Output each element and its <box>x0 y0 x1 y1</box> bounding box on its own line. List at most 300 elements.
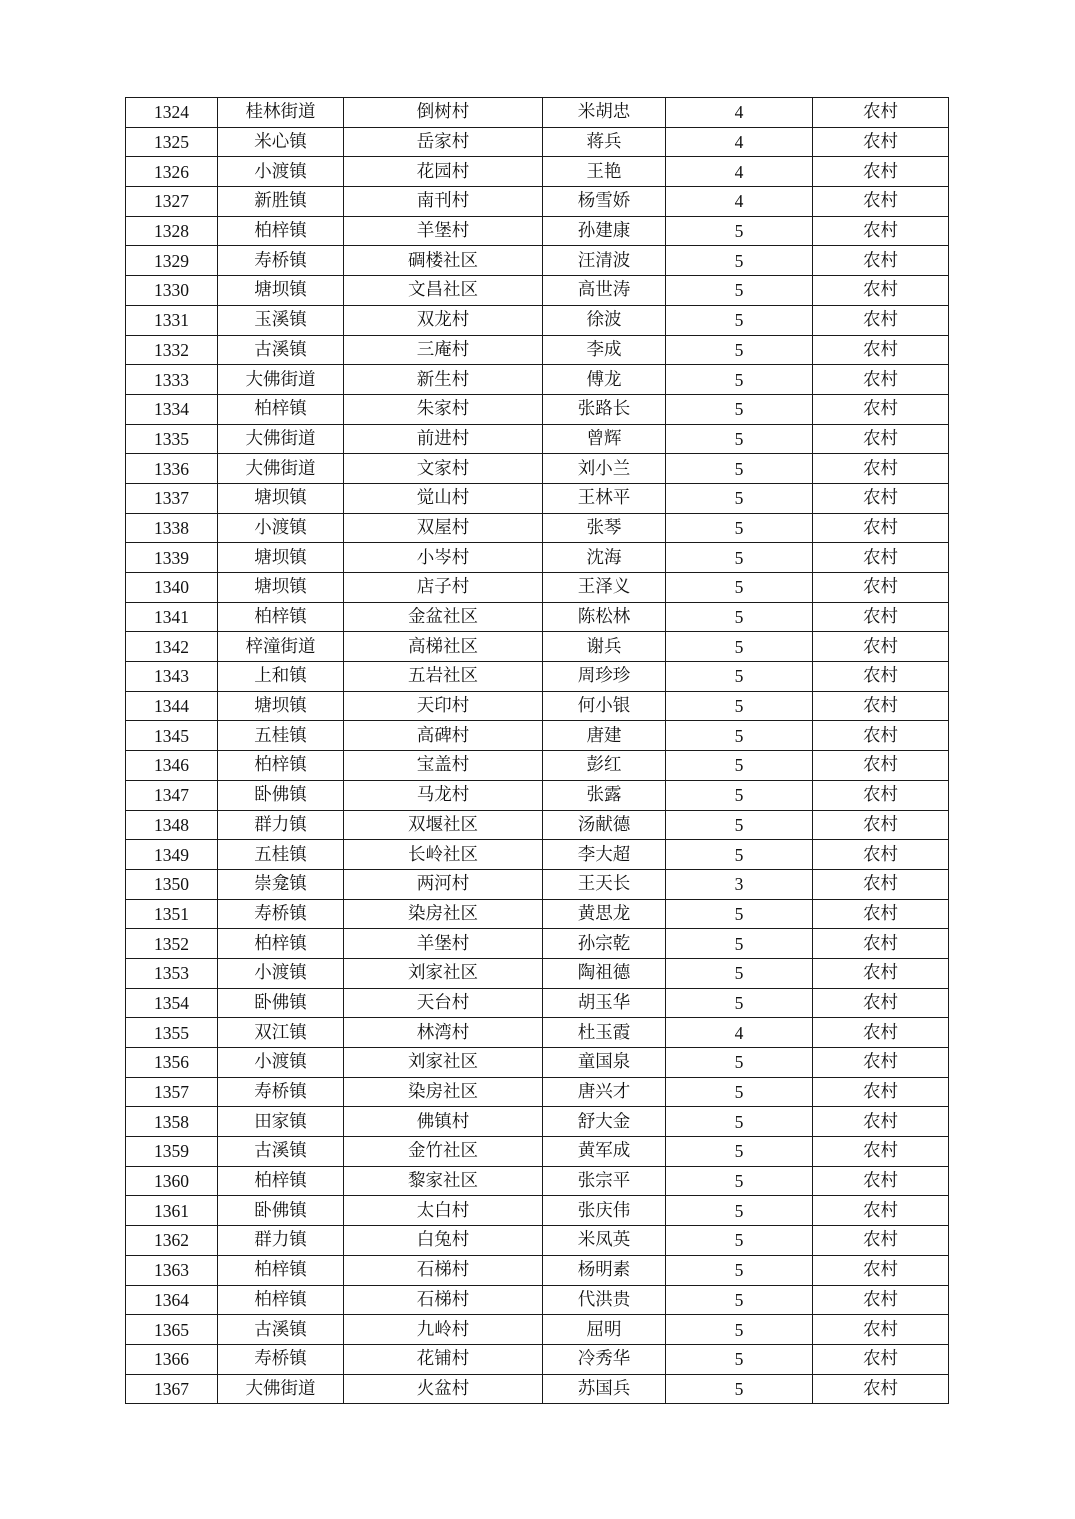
count-cell: 5 <box>666 543 813 573</box>
table-row <box>126 98 949 128</box>
village-cell: 花园村 <box>344 157 543 187</box>
row-number-cell: 1355 <box>126 1018 218 1048</box>
person-name-cell: 谢兵 <box>543 632 666 662</box>
type-cell: 农村 <box>813 365 949 395</box>
table-row <box>126 1285 949 1315</box>
village-cell: 三庵村 <box>344 335 543 365</box>
type-cell: 农村 <box>813 958 949 988</box>
table-row <box>126 691 949 721</box>
table-row <box>126 394 949 424</box>
type-cell: 农村 <box>813 602 949 632</box>
village-cell: 染房社区 <box>344 899 543 929</box>
village-cell: 石梯村 <box>344 1285 543 1315</box>
person-name-cell: 曾辉 <box>543 424 666 454</box>
town-cell: 小渡镇 <box>218 1048 344 1078</box>
village-cell: 前进村 <box>344 424 543 454</box>
row-number-cell: 1357 <box>126 1077 218 1107</box>
town-cell: 大佛街道 <box>218 424 344 454</box>
person-name-cell: 杨雪娇 <box>543 187 666 217</box>
table-row <box>126 958 949 988</box>
type-cell: 农村 <box>813 1107 949 1137</box>
table-row <box>126 157 949 187</box>
person-name-cell: 张露 <box>543 780 666 810</box>
type-cell: 农村 <box>813 305 949 335</box>
row-number-cell: 1362 <box>126 1226 218 1256</box>
table-row <box>126 216 949 246</box>
count-cell: 5 <box>666 1344 813 1374</box>
person-name-cell: 屈明 <box>543 1315 666 1345</box>
row-number-cell: 1356 <box>126 1048 218 1078</box>
table-row <box>126 573 949 603</box>
person-name-cell: 童国泉 <box>543 1048 666 1078</box>
table-row <box>126 543 949 573</box>
town-cell: 寿桥镇 <box>218 899 344 929</box>
type-cell: 农村 <box>813 543 949 573</box>
person-name-cell: 汤献德 <box>543 810 666 840</box>
village-cell: 觉山村 <box>344 483 543 513</box>
town-cell: 古溪镇 <box>218 1315 344 1345</box>
town-cell: 寿桥镇 <box>218 1344 344 1374</box>
village-cell: 染房社区 <box>344 1077 543 1107</box>
town-cell: 大佛街道 <box>218 1374 344 1404</box>
count-cell: 4 <box>666 157 813 187</box>
row-number-cell: 1345 <box>126 721 218 751</box>
count-cell: 4 <box>666 187 813 217</box>
row-number-cell: 1344 <box>126 691 218 721</box>
row-number-cell: 1340 <box>126 573 218 603</box>
count-cell: 5 <box>666 810 813 840</box>
village-cell: 刘家社区 <box>344 1048 543 1078</box>
person-name-cell: 王泽义 <box>543 573 666 603</box>
town-cell: 塘坝镇 <box>218 276 344 306</box>
row-number-cell: 1351 <box>126 899 218 929</box>
village-cell: 小岑村 <box>344 543 543 573</box>
village-cell: 店子村 <box>344 573 543 603</box>
person-name-cell: 王艳 <box>543 157 666 187</box>
row-number-cell: 1346 <box>126 751 218 781</box>
type-cell: 农村 <box>813 276 949 306</box>
village-cell: 长岭社区 <box>344 840 543 870</box>
table-row <box>126 305 949 335</box>
count-cell: 5 <box>666 751 813 781</box>
person-name-cell: 张宗平 <box>543 1166 666 1196</box>
row-number-cell: 1353 <box>126 958 218 988</box>
village-cell: 九岭村 <box>344 1315 543 1345</box>
type-cell: 农村 <box>813 1077 949 1107</box>
village-cell: 碉楼社区 <box>344 246 543 276</box>
count-cell: 5 <box>666 602 813 632</box>
table-row <box>126 1107 949 1137</box>
person-name-cell: 唐兴才 <box>543 1077 666 1107</box>
count-cell: 5 <box>666 632 813 662</box>
type-cell: 农村 <box>813 899 949 929</box>
row-number-cell: 1363 <box>126 1255 218 1285</box>
town-cell: 双江镇 <box>218 1018 344 1048</box>
row-number-cell: 1337 <box>126 483 218 513</box>
person-name-cell: 何小银 <box>543 691 666 721</box>
village-cell: 石梯村 <box>344 1255 543 1285</box>
person-name-cell: 苏国兵 <box>543 1374 666 1404</box>
row-number-cell: 1360 <box>126 1166 218 1196</box>
village-cell: 花铺村 <box>344 1344 543 1374</box>
count-cell: 5 <box>666 305 813 335</box>
type-cell: 农村 <box>813 662 949 692</box>
type-cell: 农村 <box>813 1196 949 1226</box>
row-number-cell: 1325 <box>126 127 218 157</box>
type-cell: 农村 <box>813 691 949 721</box>
count-cell: 5 <box>666 335 813 365</box>
town-cell: 五桂镇 <box>218 840 344 870</box>
count-cell: 5 <box>666 721 813 751</box>
village-cell: 佛镇村 <box>344 1107 543 1137</box>
count-cell: 5 <box>666 1374 813 1404</box>
table-row <box>126 335 949 365</box>
town-cell: 寿桥镇 <box>218 246 344 276</box>
count-cell: 5 <box>666 662 813 692</box>
town-cell: 古溪镇 <box>218 1137 344 1167</box>
row-number-cell: 1333 <box>126 365 218 395</box>
person-name-cell: 代洪贵 <box>543 1285 666 1315</box>
town-cell: 卧佛镇 <box>218 988 344 1018</box>
count-cell: 5 <box>666 276 813 306</box>
count-cell: 5 <box>666 1048 813 1078</box>
person-name-cell: 陶祖德 <box>543 958 666 988</box>
count-cell: 5 <box>666 483 813 513</box>
person-name-cell: 陈松林 <box>543 602 666 632</box>
count-cell: 5 <box>666 691 813 721</box>
town-cell: 小渡镇 <box>218 157 344 187</box>
type-cell: 农村 <box>813 513 949 543</box>
village-cell: 文昌社区 <box>344 276 543 306</box>
village-cell: 宝盖村 <box>344 751 543 781</box>
town-cell: 五桂镇 <box>218 721 344 751</box>
type-cell: 农村 <box>813 394 949 424</box>
count-cell: 5 <box>666 1107 813 1137</box>
count-cell: 5 <box>666 573 813 603</box>
count-cell: 5 <box>666 840 813 870</box>
type-cell: 农村 <box>813 483 949 513</box>
person-name-cell: 舒大金 <box>543 1107 666 1137</box>
type-cell: 农村 <box>813 98 949 128</box>
town-cell: 柏梓镇 <box>218 1285 344 1315</box>
table-row <box>126 1196 949 1226</box>
type-cell: 农村 <box>813 632 949 662</box>
table-row <box>126 246 949 276</box>
type-cell: 农村 <box>813 157 949 187</box>
count-cell: 5 <box>666 1285 813 1315</box>
village-cell: 白兔村 <box>344 1226 543 1256</box>
table-row <box>126 1315 949 1345</box>
type-cell: 农村 <box>813 1137 949 1167</box>
row-number-cell: 1349 <box>126 840 218 870</box>
table-row <box>126 780 949 810</box>
type-cell: 农村 <box>813 1166 949 1196</box>
type-cell: 农村 <box>813 454 949 484</box>
type-cell: 农村 <box>813 1315 949 1345</box>
row-number-cell: 1364 <box>126 1285 218 1315</box>
town-cell: 柏梓镇 <box>218 1255 344 1285</box>
row-number-cell: 1343 <box>126 662 218 692</box>
village-cell: 林湾村 <box>344 1018 543 1048</box>
row-number-cell: 1338 <box>126 513 218 543</box>
person-name-cell: 徐波 <box>543 305 666 335</box>
table-row <box>126 810 949 840</box>
table-row <box>126 632 949 662</box>
person-name-cell: 傅龙 <box>543 365 666 395</box>
town-cell: 塘坝镇 <box>218 573 344 603</box>
village-cell: 双屋村 <box>344 513 543 543</box>
person-name-cell: 张庆伟 <box>543 1196 666 1226</box>
row-number-cell: 1331 <box>126 305 218 335</box>
type-cell: 农村 <box>813 751 949 781</box>
town-cell: 崇龛镇 <box>218 869 344 899</box>
town-cell: 玉溪镇 <box>218 305 344 335</box>
type-cell: 农村 <box>813 988 949 1018</box>
village-cell: 高梯社区 <box>344 632 543 662</box>
town-cell: 塘坝镇 <box>218 691 344 721</box>
table-row <box>126 899 949 929</box>
village-cell: 高碑村 <box>344 721 543 751</box>
row-number-cell: 1354 <box>126 988 218 1018</box>
person-name-cell: 高世涛 <box>543 276 666 306</box>
person-name-cell: 蒋兵 <box>543 127 666 157</box>
village-cell: 黎家社区 <box>344 1166 543 1196</box>
records-table <box>125 97 949 1404</box>
village-cell: 火盆村 <box>344 1374 543 1404</box>
town-cell: 柏梓镇 <box>218 394 344 424</box>
type-cell: 农村 <box>813 929 949 959</box>
row-number-cell: 1327 <box>126 187 218 217</box>
table-row <box>126 1255 949 1285</box>
row-number-cell: 1334 <box>126 394 218 424</box>
type-cell: 农村 <box>813 810 949 840</box>
village-cell: 金盆社区 <box>344 602 543 632</box>
type-cell: 农村 <box>813 1018 949 1048</box>
table-row <box>126 1018 949 1048</box>
person-name-cell: 彭红 <box>543 751 666 781</box>
town-cell: 柏梓镇 <box>218 929 344 959</box>
row-number-cell: 1352 <box>126 929 218 959</box>
count-cell: 4 <box>666 1018 813 1048</box>
person-name-cell: 杜玉霞 <box>543 1018 666 1048</box>
village-cell: 五岩社区 <box>344 662 543 692</box>
town-cell: 柏梓镇 <box>218 602 344 632</box>
village-cell: 朱家村 <box>344 394 543 424</box>
town-cell: 塘坝镇 <box>218 483 344 513</box>
count-cell: 5 <box>666 394 813 424</box>
row-number-cell: 1342 <box>126 632 218 662</box>
town-cell: 柏梓镇 <box>218 751 344 781</box>
row-number-cell: 1326 <box>126 157 218 187</box>
count-cell: 5 <box>666 1166 813 1196</box>
table-row <box>126 1166 949 1196</box>
person-name-cell: 黄军成 <box>543 1137 666 1167</box>
village-cell: 新生村 <box>344 365 543 395</box>
village-cell: 岳家村 <box>344 127 543 157</box>
type-cell: 农村 <box>813 721 949 751</box>
records-table-body <box>126 98 949 1404</box>
village-cell: 文家村 <box>344 454 543 484</box>
person-name-cell: 刘小兰 <box>543 454 666 484</box>
type-cell: 农村 <box>813 187 949 217</box>
type-cell: 农村 <box>813 1048 949 1078</box>
town-cell: 群力镇 <box>218 1226 344 1256</box>
type-cell: 农村 <box>813 1255 949 1285</box>
town-cell: 古溪镇 <box>218 335 344 365</box>
count-cell: 5 <box>666 988 813 1018</box>
person-name-cell: 王林平 <box>543 483 666 513</box>
table-row <box>126 602 949 632</box>
table-row <box>126 929 949 959</box>
table-row <box>126 662 949 692</box>
count-cell: 5 <box>666 958 813 988</box>
town-cell: 寿桥镇 <box>218 1077 344 1107</box>
row-number-cell: 1332 <box>126 335 218 365</box>
count-cell: 5 <box>666 1077 813 1107</box>
table-row <box>126 869 949 899</box>
village-cell: 金竹社区 <box>344 1137 543 1167</box>
type-cell: 农村 <box>813 840 949 870</box>
table-row <box>126 840 949 870</box>
type-cell: 农村 <box>813 424 949 454</box>
town-cell: 米心镇 <box>218 127 344 157</box>
count-cell: 5 <box>666 216 813 246</box>
type-cell: 农村 <box>813 335 949 365</box>
type-cell: 农村 <box>813 780 949 810</box>
row-number-cell: 1341 <box>126 602 218 632</box>
table-row <box>126 483 949 513</box>
person-name-cell: 黄思龙 <box>543 899 666 929</box>
type-cell: 农村 <box>813 1344 949 1374</box>
row-number-cell: 1328 <box>126 216 218 246</box>
table-row <box>126 1077 949 1107</box>
type-cell: 农村 <box>813 1374 949 1404</box>
count-cell: 5 <box>666 365 813 395</box>
village-cell: 倒树村 <box>344 98 543 128</box>
person-name-cell: 汪清波 <box>543 246 666 276</box>
person-name-cell: 杨明素 <box>543 1255 666 1285</box>
town-cell: 小渡镇 <box>218 958 344 988</box>
table-row <box>126 127 949 157</box>
village-cell: 天台村 <box>344 988 543 1018</box>
person-name-cell: 孙建康 <box>543 216 666 246</box>
row-number-cell: 1329 <box>126 246 218 276</box>
town-cell: 柏梓镇 <box>218 216 344 246</box>
count-cell: 5 <box>666 1196 813 1226</box>
table-row <box>126 1226 949 1256</box>
person-name-cell: 胡玉华 <box>543 988 666 1018</box>
count-cell: 5 <box>666 1226 813 1256</box>
count-cell: 4 <box>666 127 813 157</box>
type-cell: 农村 <box>813 127 949 157</box>
person-name-cell: 孙宗乾 <box>543 929 666 959</box>
person-name-cell: 李大超 <box>543 840 666 870</box>
count-cell: 5 <box>666 513 813 543</box>
person-name-cell: 米胡忠 <box>543 98 666 128</box>
count-cell: 5 <box>666 1255 813 1285</box>
village-cell: 双堰社区 <box>344 810 543 840</box>
table-row <box>126 513 949 543</box>
village-cell: 羊堡村 <box>344 216 543 246</box>
count-cell: 5 <box>666 1137 813 1167</box>
village-cell: 刘家社区 <box>344 958 543 988</box>
type-cell: 农村 <box>813 1285 949 1315</box>
table-row <box>126 1374 949 1404</box>
town-cell: 大佛街道 <box>218 365 344 395</box>
table-row <box>126 1048 949 1078</box>
table-row <box>126 1344 949 1374</box>
row-number-cell: 1367 <box>126 1374 218 1404</box>
person-name-cell: 李成 <box>543 335 666 365</box>
row-number-cell: 1336 <box>126 454 218 484</box>
person-name-cell: 张琴 <box>543 513 666 543</box>
table-row <box>126 424 949 454</box>
village-cell: 羊堡村 <box>344 929 543 959</box>
row-number-cell: 1335 <box>126 424 218 454</box>
person-name-cell: 唐建 <box>543 721 666 751</box>
row-number-cell: 1324 <box>126 98 218 128</box>
type-cell: 农村 <box>813 216 949 246</box>
table-row <box>126 276 949 306</box>
row-number-cell: 1365 <box>126 1315 218 1345</box>
type-cell: 农村 <box>813 869 949 899</box>
table-row <box>126 751 949 781</box>
town-cell: 柏梓镇 <box>218 1166 344 1196</box>
table-row <box>126 1137 949 1167</box>
count-cell: 4 <box>666 98 813 128</box>
count-cell: 5 <box>666 899 813 929</box>
row-number-cell: 1350 <box>126 869 218 899</box>
count-cell: 3 <box>666 869 813 899</box>
person-name-cell: 冷秀华 <box>543 1344 666 1374</box>
person-name-cell: 沈海 <box>543 543 666 573</box>
person-name-cell: 张路长 <box>543 394 666 424</box>
person-name-cell: 米凤英 <box>543 1226 666 1256</box>
person-name-cell: 周珍珍 <box>543 662 666 692</box>
village-cell: 天印村 <box>344 691 543 721</box>
person-name-cell: 王天长 <box>543 869 666 899</box>
count-cell: 5 <box>666 246 813 276</box>
row-number-cell: 1359 <box>126 1137 218 1167</box>
count-cell: 5 <box>666 424 813 454</box>
village-cell: 两河村 <box>344 869 543 899</box>
village-cell: 太白村 <box>344 1196 543 1226</box>
town-cell: 梓潼街道 <box>218 632 344 662</box>
town-cell: 群力镇 <box>218 810 344 840</box>
row-number-cell: 1366 <box>126 1344 218 1374</box>
row-number-cell: 1358 <box>126 1107 218 1137</box>
row-number-cell: 1339 <box>126 543 218 573</box>
row-number-cell: 1347 <box>126 780 218 810</box>
town-cell: 小渡镇 <box>218 513 344 543</box>
table-row <box>126 365 949 395</box>
town-cell: 田家镇 <box>218 1107 344 1137</box>
type-cell: 农村 <box>813 246 949 276</box>
town-cell: 塘坝镇 <box>218 543 344 573</box>
town-cell: 新胜镇 <box>218 187 344 217</box>
table-row <box>126 454 949 484</box>
count-cell: 5 <box>666 454 813 484</box>
table-row <box>126 187 949 217</box>
town-cell: 卧佛镇 <box>218 780 344 810</box>
row-number-cell: 1330 <box>126 276 218 306</box>
town-cell: 上和镇 <box>218 662 344 692</box>
row-number-cell: 1348 <box>126 810 218 840</box>
type-cell: 农村 <box>813 573 949 603</box>
count-cell: 5 <box>666 1315 813 1345</box>
village-cell: 南刊村 <box>344 187 543 217</box>
village-cell: 双龙村 <box>344 305 543 335</box>
